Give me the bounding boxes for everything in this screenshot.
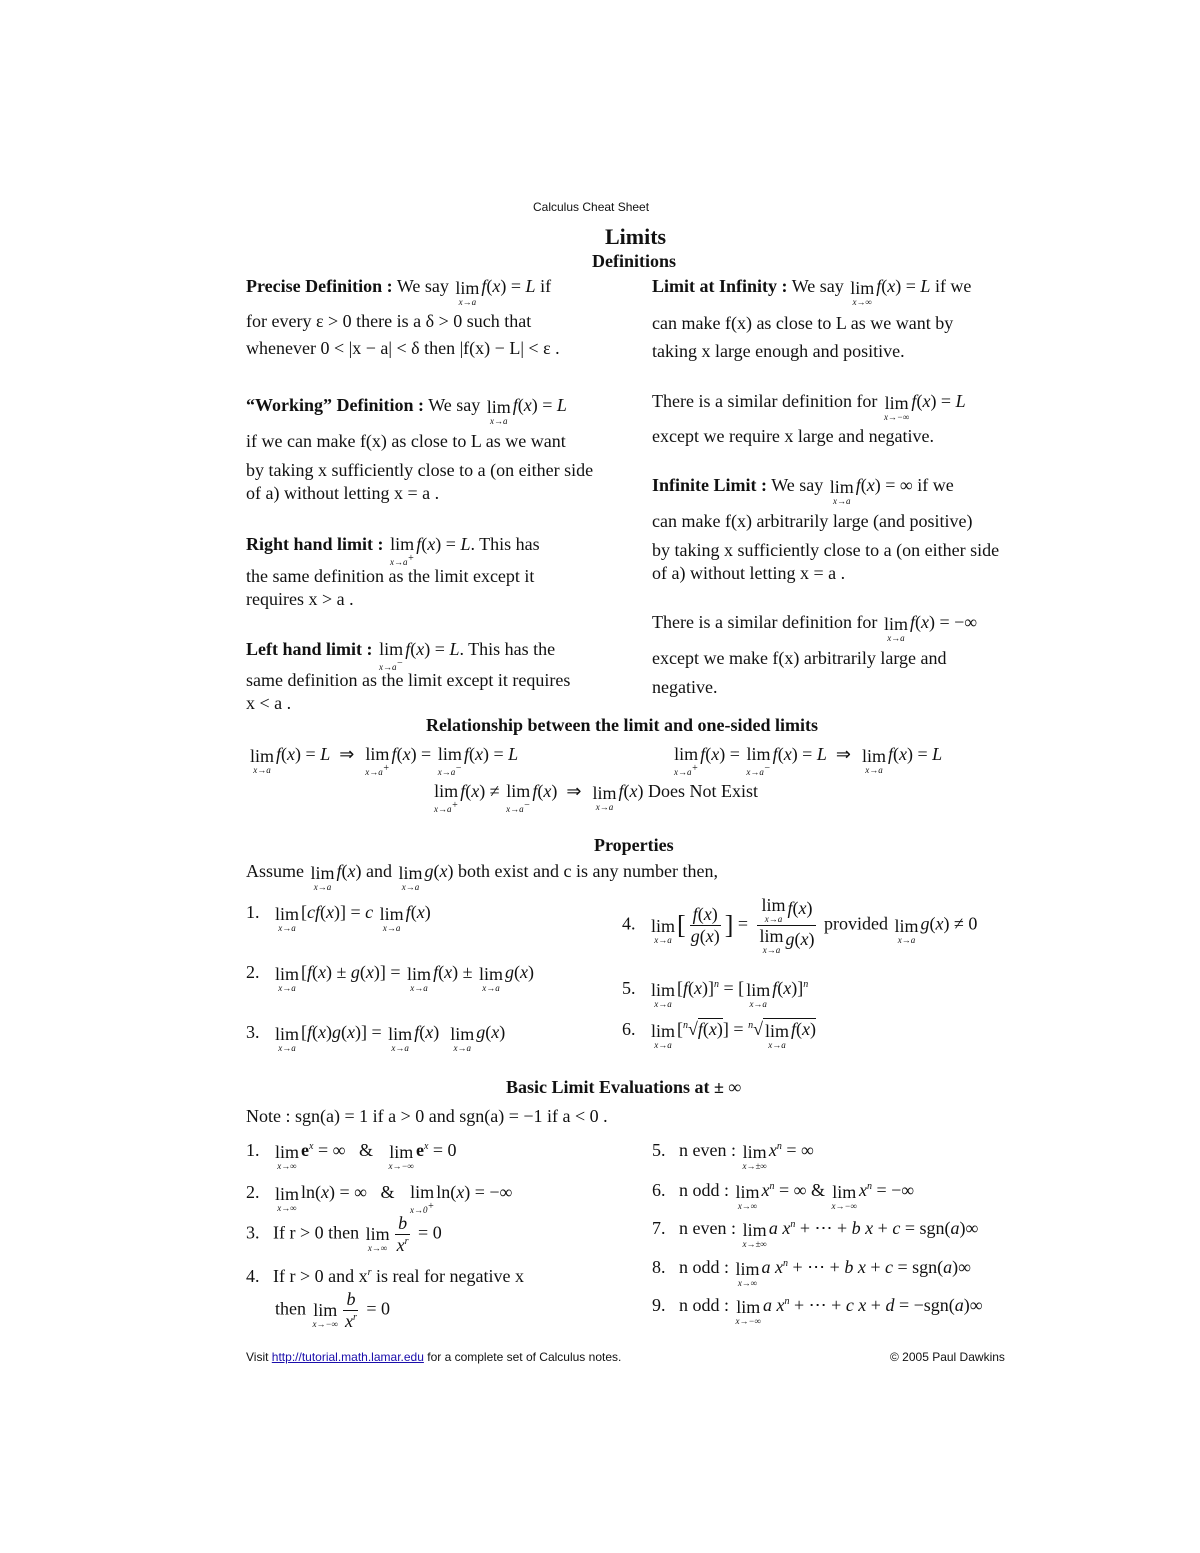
definitions-heading: Definitions [592, 251, 677, 271]
right-hand-limit-line3: requires x > a . [246, 589, 354, 609]
property-2: 2. lim x→a [f(x) ± g(x)] = lim x→a f(x) ± lim x→a g(x) [246, 962, 534, 993]
basic-eval-7: 7. n even : lim x→±∞ a $x^n$ + ⋯ + b x + c = sgn(a)∞ [652, 1218, 979, 1249]
similar-definition-1-line1: There is a similar definition for lim x→−∞ f(x) = L [652, 391, 966, 422]
item-number: 1. [246, 1140, 260, 1161]
basic-eval-4: 4. If r > 0 and $x^r$ is real for negative x [246, 1266, 524, 1286]
if-text-continued: is real for negative x [376, 1266, 524, 1286]
similar-definition-1-line2: except we require x large and negative. [652, 426, 935, 446]
infinity-if: if we [934, 276, 972, 297]
precise-definition-line2: for every ε > 0 there is a δ > 0 such that [246, 311, 532, 331]
condition-text: n even : [679, 1140, 736, 1161]
condition-text: n even : [679, 1218, 736, 1239]
item-number: 4. [246, 1266, 260, 1286]
limit-notation: lim x→a− [379, 639, 404, 672]
property-4: 4. lim x→a [ $\frac{f(x)}{g(x)}$ ] = lim x→a f(x) lim x→a g(x) provided lim x→a g(x) ≠ 0 [622, 895, 978, 955]
working-definition-line4: of a) without letting x = a . [246, 483, 440, 503]
footer-rest: for a complete set of Calculus notes. [427, 1350, 622, 1364]
limit-notation: lim x→a [829, 477, 854, 506]
relationship-formula-3: lim x→a+ f(x) ≠ lim x→a− f(x) ⇒ lim x→a f(x) Does Not Exist [434, 781, 759, 814]
working-definition-line3: by taking x sufficiently close to a (on either side [246, 460, 594, 480]
properties-assumption: Assume lim x→a f(x) and lim x→a g(x) both exist and c is any number then, [246, 861, 718, 892]
provided-text: provided [824, 913, 889, 934]
basic-eval-4-cont: then lim x→−∞ $\frac{b}{x^r}$ = 0 [275, 1289, 391, 1331]
working-label: “Working” Definition : [246, 395, 425, 416]
similar-definition-2-line2: except we make f(x) arbitrarily large and [652, 648, 947, 668]
relationship-formula-1: lim x→a f(x) = L ⇒ lim x→a+ f(x) = lim x→a− f(x) = L [250, 744, 519, 777]
limit-notation: lim x→a+ [390, 534, 415, 567]
limit-notation: lim x→∞ [850, 278, 875, 307]
similar-definition-2-line1: There is a similar definition for lim x→a f(x) = −∞ [652, 612, 978, 643]
property-3: 3. lim x→a [f(x)g(x)] = lim x→a f(x) lim x→a g(x) [246, 1022, 506, 1053]
infinite-if: if we [917, 475, 954, 496]
does-not-exist: Does Not Exist [648, 781, 759, 802]
left-hand-limit-line3: x < a . [246, 693, 292, 713]
infinite-limit-line1: Infinite Limit : We say lim x→a f(x) = ∞ if we [652, 475, 954, 506]
limit-notation: lim x→a [486, 397, 511, 426]
infinite-limit-line3: by taking x sufficiently close to a (on either side [652, 540, 1000, 560]
condition-text: n odd : [679, 1180, 730, 1201]
left-hand-limit-line1: Left hand limit : lim x→a− f(x) = L. This has the [246, 639, 556, 672]
basic-eval-8: 8. n odd : lim x→∞ a $x^n$ + ⋯ + b x + c = sgn(a)∞ [652, 1257, 971, 1288]
page-header: Calculus Cheat Sheet [533, 200, 650, 214]
properties-heading: Properties [594, 835, 674, 855]
assume-and: and [366, 861, 393, 882]
similar-text: There is a similar definition for [652, 612, 878, 633]
infinite-limit-line2: can make f(x) arbitrarily large (and positive) [652, 511, 973, 531]
if-text: If r > 0 then [273, 1222, 360, 1243]
basic-eval-3: 3. If r > 0 then lim x→∞ $\frac{b}{x^r}$ = 0 [246, 1213, 442, 1255]
limit-notation: lim x→a [455, 278, 480, 307]
right-hand-label: Right hand limit : [246, 534, 384, 555]
precise-definition-line1: Precise Definition : We say lim x→a f(x) = L if [246, 276, 552, 307]
similar-text: There is a similar definition for [652, 391, 878, 412]
limit-notation: lim x→a [883, 614, 908, 643]
sgn-note: Note : sgn(a) = 1 if a > 0 and sgn(a) = −1 if a < 0 . [246, 1106, 608, 1126]
infinite-label: Infinite Limit : [652, 475, 767, 496]
copyright: © 2005 Paul Dawkins [890, 1350, 1005, 1364]
left-hand-text: . This has the [459, 639, 556, 660]
left-hand-label: Left hand limit : [246, 639, 373, 660]
property-5: 5. lim x→a $[f(x)]^n$ = [ lim x→a f(x)]$^n$ [622, 978, 809, 1009]
similar-definition-2-line3: negative. [652, 677, 718, 697]
infinity-text: We say [791, 276, 844, 297]
precise-definition-line3: whenever 0 < |x − a| < δ then |f(x) − L| < ε . [246, 338, 560, 358]
infinity-definition-line1: Limit at Infinity : We say lim x→∞ f(x) = L if we [652, 276, 972, 307]
assume-rest: both exist and c is any number then, [458, 861, 718, 882]
basic-eval-9: 9. n odd : lim x→−∞ a $x^n$ + ⋯ + c x + d = −sgn(a)∞ [652, 1295, 983, 1326]
if-text: If r > 0 and x [273, 1266, 368, 1286]
infinite-limit-line4: of a) without letting x = a . [652, 563, 846, 583]
basic-heading: Basic Limit Evaluations at ± ∞ [506, 1077, 742, 1097]
page-title: Limits [605, 224, 667, 249]
basic-eval-1: 1. lim x→∞ $e^x$ = ∞ & lim x→−∞ $e^x = 0$ [246, 1140, 457, 1171]
precise-if: if [540, 276, 552, 297]
infinity-definition-line2: can make f(x) as close to L as we want by [652, 313, 954, 333]
working-definition-line1: “Working” Definition : We say lim x→a f(x) = L [246, 395, 567, 426]
relationship-formula-2: lim x→a+ f(x) = lim x→a− f(x) = L ⇒ lim x→a f(x) = L [674, 744, 943, 777]
property-1: 1. lim x→a [cf(x)] = c lim x→a f(x) [246, 902, 431, 933]
footer-note [246, 1350, 621, 1364]
relationship-heading: Relationship between the limit and one-sided limits [426, 715, 819, 735]
footer-visit: Visit [246, 1350, 269, 1364]
right-hand-text: . This has [470, 534, 540, 555]
condition-text: n odd : [679, 1257, 730, 1278]
tutorial-link[interactable]: http://tutorial.math.lamar.edu [271, 1350, 424, 1364]
basic-eval-5: 5. n even : lim x→±∞ $x^n$ = ∞ [652, 1140, 814, 1171]
property-6: 6. lim x→a [$^n$√f(x)] = $^n$√ lim x→a f(x) [622, 1019, 816, 1050]
left-hand-limit-line2: same definition as the limit except it requires [246, 670, 571, 690]
infinity-definition-line3: taking x large enough and positive. [652, 341, 905, 361]
limit-notation: lim x→−∞ [883, 393, 910, 422]
right-hand-limit-line1: Right hand limit : lim x→a+ f(x) = L. This has [246, 534, 540, 567]
then-text: then [275, 1298, 306, 1319]
precise-text: We say [396, 276, 449, 297]
infinite-text: We say [771, 475, 824, 496]
assume-text: Assume [246, 861, 304, 882]
right-hand-limit-line2: the same definition as the limit except it [246, 566, 535, 586]
infinity-label: Limit at Infinity : [652, 276, 788, 297]
condition-text: n odd : [679, 1295, 730, 1316]
precise-label: Precise Definition : [246, 276, 393, 297]
working-definition-line2: if we can make f(x) as close to L as we want [246, 431, 566, 451]
basic-eval-6: 6. n odd : lim x→∞ $x^n$ = ∞ & lim x→−∞ $x^n$ = −∞ [652, 1180, 915, 1211]
item-number: 2. [246, 1182, 260, 1203]
working-text: We say [428, 395, 481, 416]
item-number: 3. [246, 1222, 260, 1243]
basic-eval-2: 2. lim x→∞ ln(x) = ∞ & lim x→0+ ln(x) = −∞ [246, 1182, 513, 1215]
